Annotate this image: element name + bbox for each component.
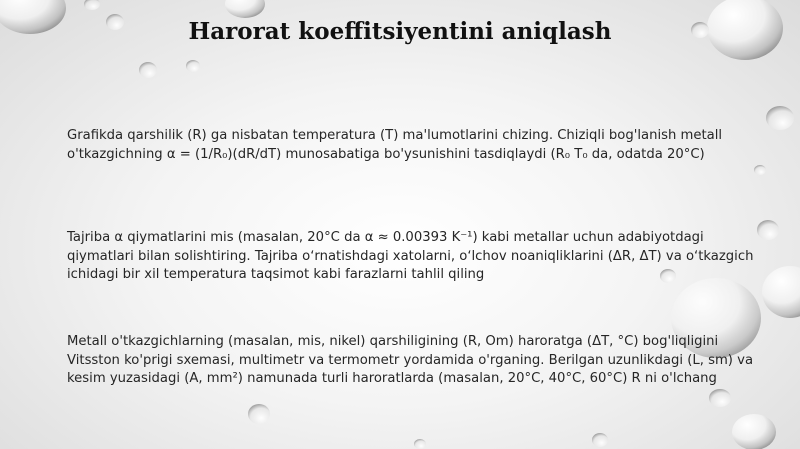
droplet [414,439,426,449]
droplet [762,266,800,318]
droplet [766,106,794,130]
slide-title: Harorat koeffitsiyentini aniqlash [188,18,612,45]
droplet [732,414,776,449]
paragraph-graph-instructions: Grafikda qarshilik (R) ga nisbatan temperatura (T) ma'lumotlarini chizing. Chiziqli bog'lanish metall o'tkazgichning α = (1/R₀)(dR/dT) munosabatiga bo'ysunishini tasdiqlaydi (R₀ T₀ da, odatda 20°C) [67,128,723,162]
droplet [225,0,265,18]
droplet [248,404,270,424]
droplet [757,220,779,240]
paragraph-experiment-setup: Metall o'tkazgichlarning (masalan, mis, nikel) qarshiligining (R, Om) haroratga (ΔT, °C) bog'liqligini Vitsston ko'prigi sxemasi, multimetr va termometr yordamida o'rganing. Berilgan uzunlikdagi (L, sm) va kesim yuzasidagi (A, mm²) namunada turli haroratlarda (masalan, 20°C, 40°C, 60°C) R ni o'lchang [67,334,754,386]
droplet [186,60,200,72]
droplet [709,389,731,407]
droplet [754,165,766,175]
droplet [84,0,100,10]
droplet [592,433,608,447]
droplet [139,62,157,78]
paragraph-comparison-analysis: Tajriba α qiymatlarini mis (masalan, 20°C da α ≈ 0.00393 K⁻¹) kabi metallar uchun adabiyotdagi qiymatlari bilan solishtiring. Tajriba oʻrnatishdagi xatolarni, oʻlchov noaniqliklarini (ΔR, ΔT) va oʻtkazgich ichidagi bir xil temperatura taqsimot kabi farazlarni tahlil qiling [67,230,754,282]
